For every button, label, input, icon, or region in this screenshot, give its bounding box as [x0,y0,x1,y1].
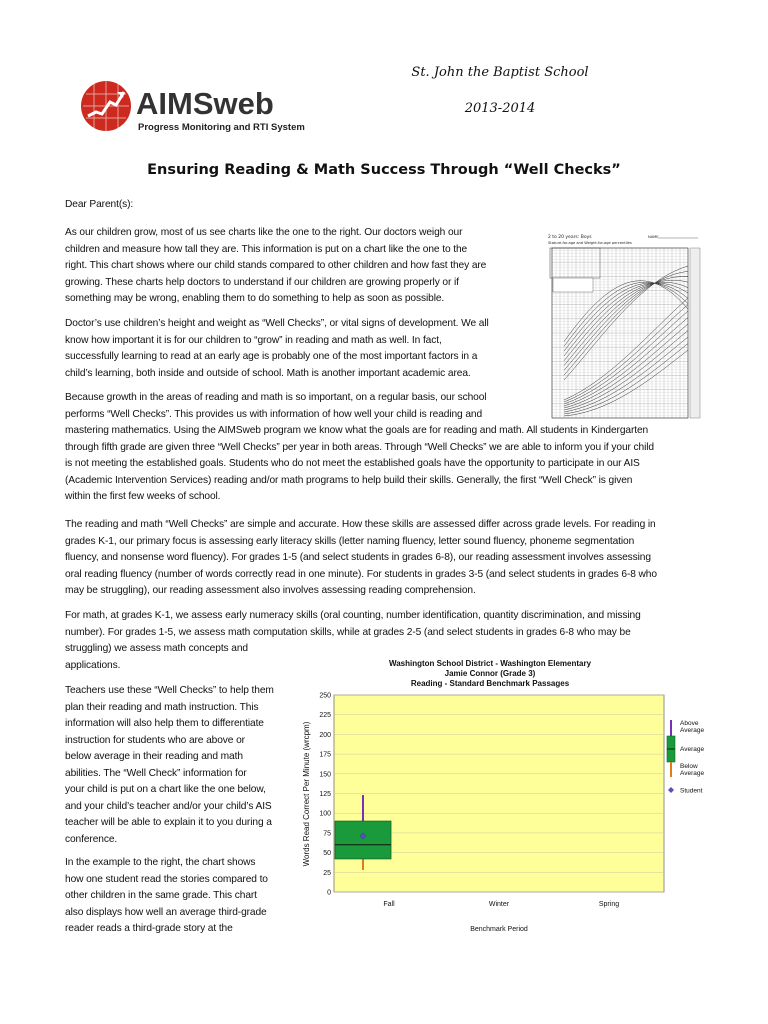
text-line: how one student read the stories compared to [65,873,268,885]
y-axis-ticks [319,693,331,897]
text-line: children and measure how tall they are. This information is put on a chart like the one to the [65,243,468,255]
text-line: instruction for students who are above or [65,734,245,746]
text-line: teacher will be able to explain it to you during a [65,817,272,828]
text-line: also displays how well an average third-grade [65,906,267,918]
legend-below-label-2: Average [680,770,705,777]
legend-student-label: Student [680,787,703,795]
y-tick-label: 250 [319,692,331,700]
text-line: grades K-1, our primary focus is assessing early literacy skills (letter naming fluency, letter sound fluency, phoneme segmentation [65,535,635,547]
x-axis-ticks [383,901,619,908]
paragraph-1 [65,225,535,308]
y-axis-label: Words Read Correct Per Minute (wrcpm) [302,721,311,867]
page-title: Ensuring Reading & Math Success Through “Well Checks” [147,162,621,178]
text-line: For math, at grades K-1, we assess early numeracy skills (oral counting, number identification, quantity discrimination, and missing [65,610,641,621]
text-line: In the example to the right, the chart shows [65,857,256,868]
y-tick-label: 100 [319,810,331,818]
average-box [335,821,391,859]
legend-below-label: Below [680,763,698,770]
school-year: 2013-2014 [464,101,536,116]
logo-wordmark: AIMSweb [136,86,274,121]
chart-subtitle-assessment: Reading - Standard Benchmark Passages [410,679,570,688]
chart-legend [667,720,704,795]
benchmark-chart-svg [297,655,705,940]
text-line: plan their reading and math instruction. This [65,701,259,713]
text-line: may be struggling), our reading assessment also involves assessing reading comprehension. [65,585,476,596]
text-line: fluency, and nonsense word fluency). For grades 1-5 (and select students in grades 6-8), our reading assessment involves assessing [65,552,651,563]
y-tick-label: 175 [319,751,331,759]
growth-chart-title: 2 to 20 years: Boys [548,235,592,240]
legend-above-label: Above [680,720,699,727]
paragraph-2 [65,316,535,382]
logo-graphic [76,72,304,142]
text-line: other children in the same grade. This chart [65,890,257,901]
x-tick-label: Spring [598,901,620,908]
text-line: information will also help them to differentiate [65,718,264,729]
text-line: conference. [65,833,118,845]
text-line: is not meeting the established goals. Students who do not meet the established goals have the opportunity to participate in our AIS [65,458,640,469]
y-tick-label: 0 [327,889,331,897]
growth-chart-subtitle: Stature-for-age and Weight-for-age percentiles [548,241,632,245]
text-line: right. This chart shows where our child stands compared to other children and how fast they are [65,260,487,271]
aimsweb-logo [76,72,304,142]
chart-subtitle-student: Jamie Connor (Grade 3) [444,669,536,678]
text-line: number). For grades 1-5, we assess math computation skills, while at grades 2-5 (and select students in grades 6-8 who may be [65,626,631,638]
text-line: mastering mathematics. Using the AIMSweb program we know what the goals are for reading and math. All students in Kindergarten [65,425,649,436]
text-line: struggling) we assess math concepts and [65,643,248,654]
x-axis-label: Benchmark Period [470,926,528,933]
benchmark-chart [297,655,705,940]
text-line: something may be wrong, enabling them to do something to help as soon as possible. [65,293,445,304]
text-line: child’s learning, both inside and outside of school. Math is another important academic area. [65,367,471,379]
text-line: abilities. The “Well Check” information for [65,767,247,779]
y-tick-label: 150 [319,771,331,779]
text-line: through fifth grade are given three “Well Checks” per year in both areas. Through “Well Checks” we are able to inform you if your child [65,441,654,453]
logo-subtitle: Progress Monitoring and RTI System [138,122,305,133]
y-tick-label: 50 [323,850,331,858]
text-line: within the first few weeks of school. [65,491,221,502]
x-tick-label: Fall [383,901,395,908]
legend-average-label: Average [680,746,705,753]
paragraph-6 [65,683,305,848]
x-tick-label: Winter [488,901,510,908]
y-tick-label: 125 [319,791,331,798]
text-line: Teachers use these “Well Checks” to help them [65,685,274,696]
text-line: successfully learning to read at an early age is probably one of the most important factors in a [65,351,478,362]
text-line: As our children grow, most of us see charts like the one to the right. Our doctors weigh our [65,227,463,238]
growth-chart-graphic [540,230,702,422]
text-line: know how important it is for our children to “grow” in reading and math as well. In fact, [65,334,442,346]
legend-above-label-2: Average [680,727,705,734]
legend-student-swatch [668,787,674,793]
text-line: applications. [65,659,121,671]
text-line: performs “Well Checks”. This provides us with information of how well your child is reading and [65,408,483,420]
text-line: The reading and math “Well Checks” are simple and accurate. How these skills are assessed differ across grade levels. For reading in [65,519,656,530]
school-name: St. John the Baptist School [411,65,589,80]
text-line: Doctor’s use children’s height and weight as “Well Checks”, or vital signs of development. We all [65,318,489,329]
y-tick-label: 25 [323,869,331,877]
paragraph-7 [65,855,305,938]
text-line: growing. These charts help doctors to understand if our children are growing properly or if [65,276,459,288]
text-line: reader reads a third-grade story at the [65,923,233,934]
y-tick-label: 225 [319,712,331,720]
salutation: Dear Parent(s): [65,199,134,210]
text-line: and your child’s teacher and/or your child’s AIS [65,800,272,812]
y-tick-label: 75 [323,830,331,838]
growth-chart-name-label: NAME [648,235,659,239]
growth-chart-image [540,230,702,422]
text-line: oral reading fluency (number of words correctly read in one minute). For students in grades 3-5 (and select students in grades 6-8 who [65,568,657,580]
y-tick-label: 200 [319,731,331,739]
text-line: your child is put on a chart like the one below, [65,784,266,795]
paragraph-4 [65,517,715,600]
text-line: (Academic Intervention Services) reading and/or math programs to help build their skills. Generally, the first “Well Check” is given [65,474,633,486]
chart-title: Washington School District - Washington Elementary [388,659,592,668]
text-line: Because growth in the areas of reading and math is so important, on a regular basis, our school [65,392,487,403]
text-line: below average in their reading and math [65,751,243,762]
